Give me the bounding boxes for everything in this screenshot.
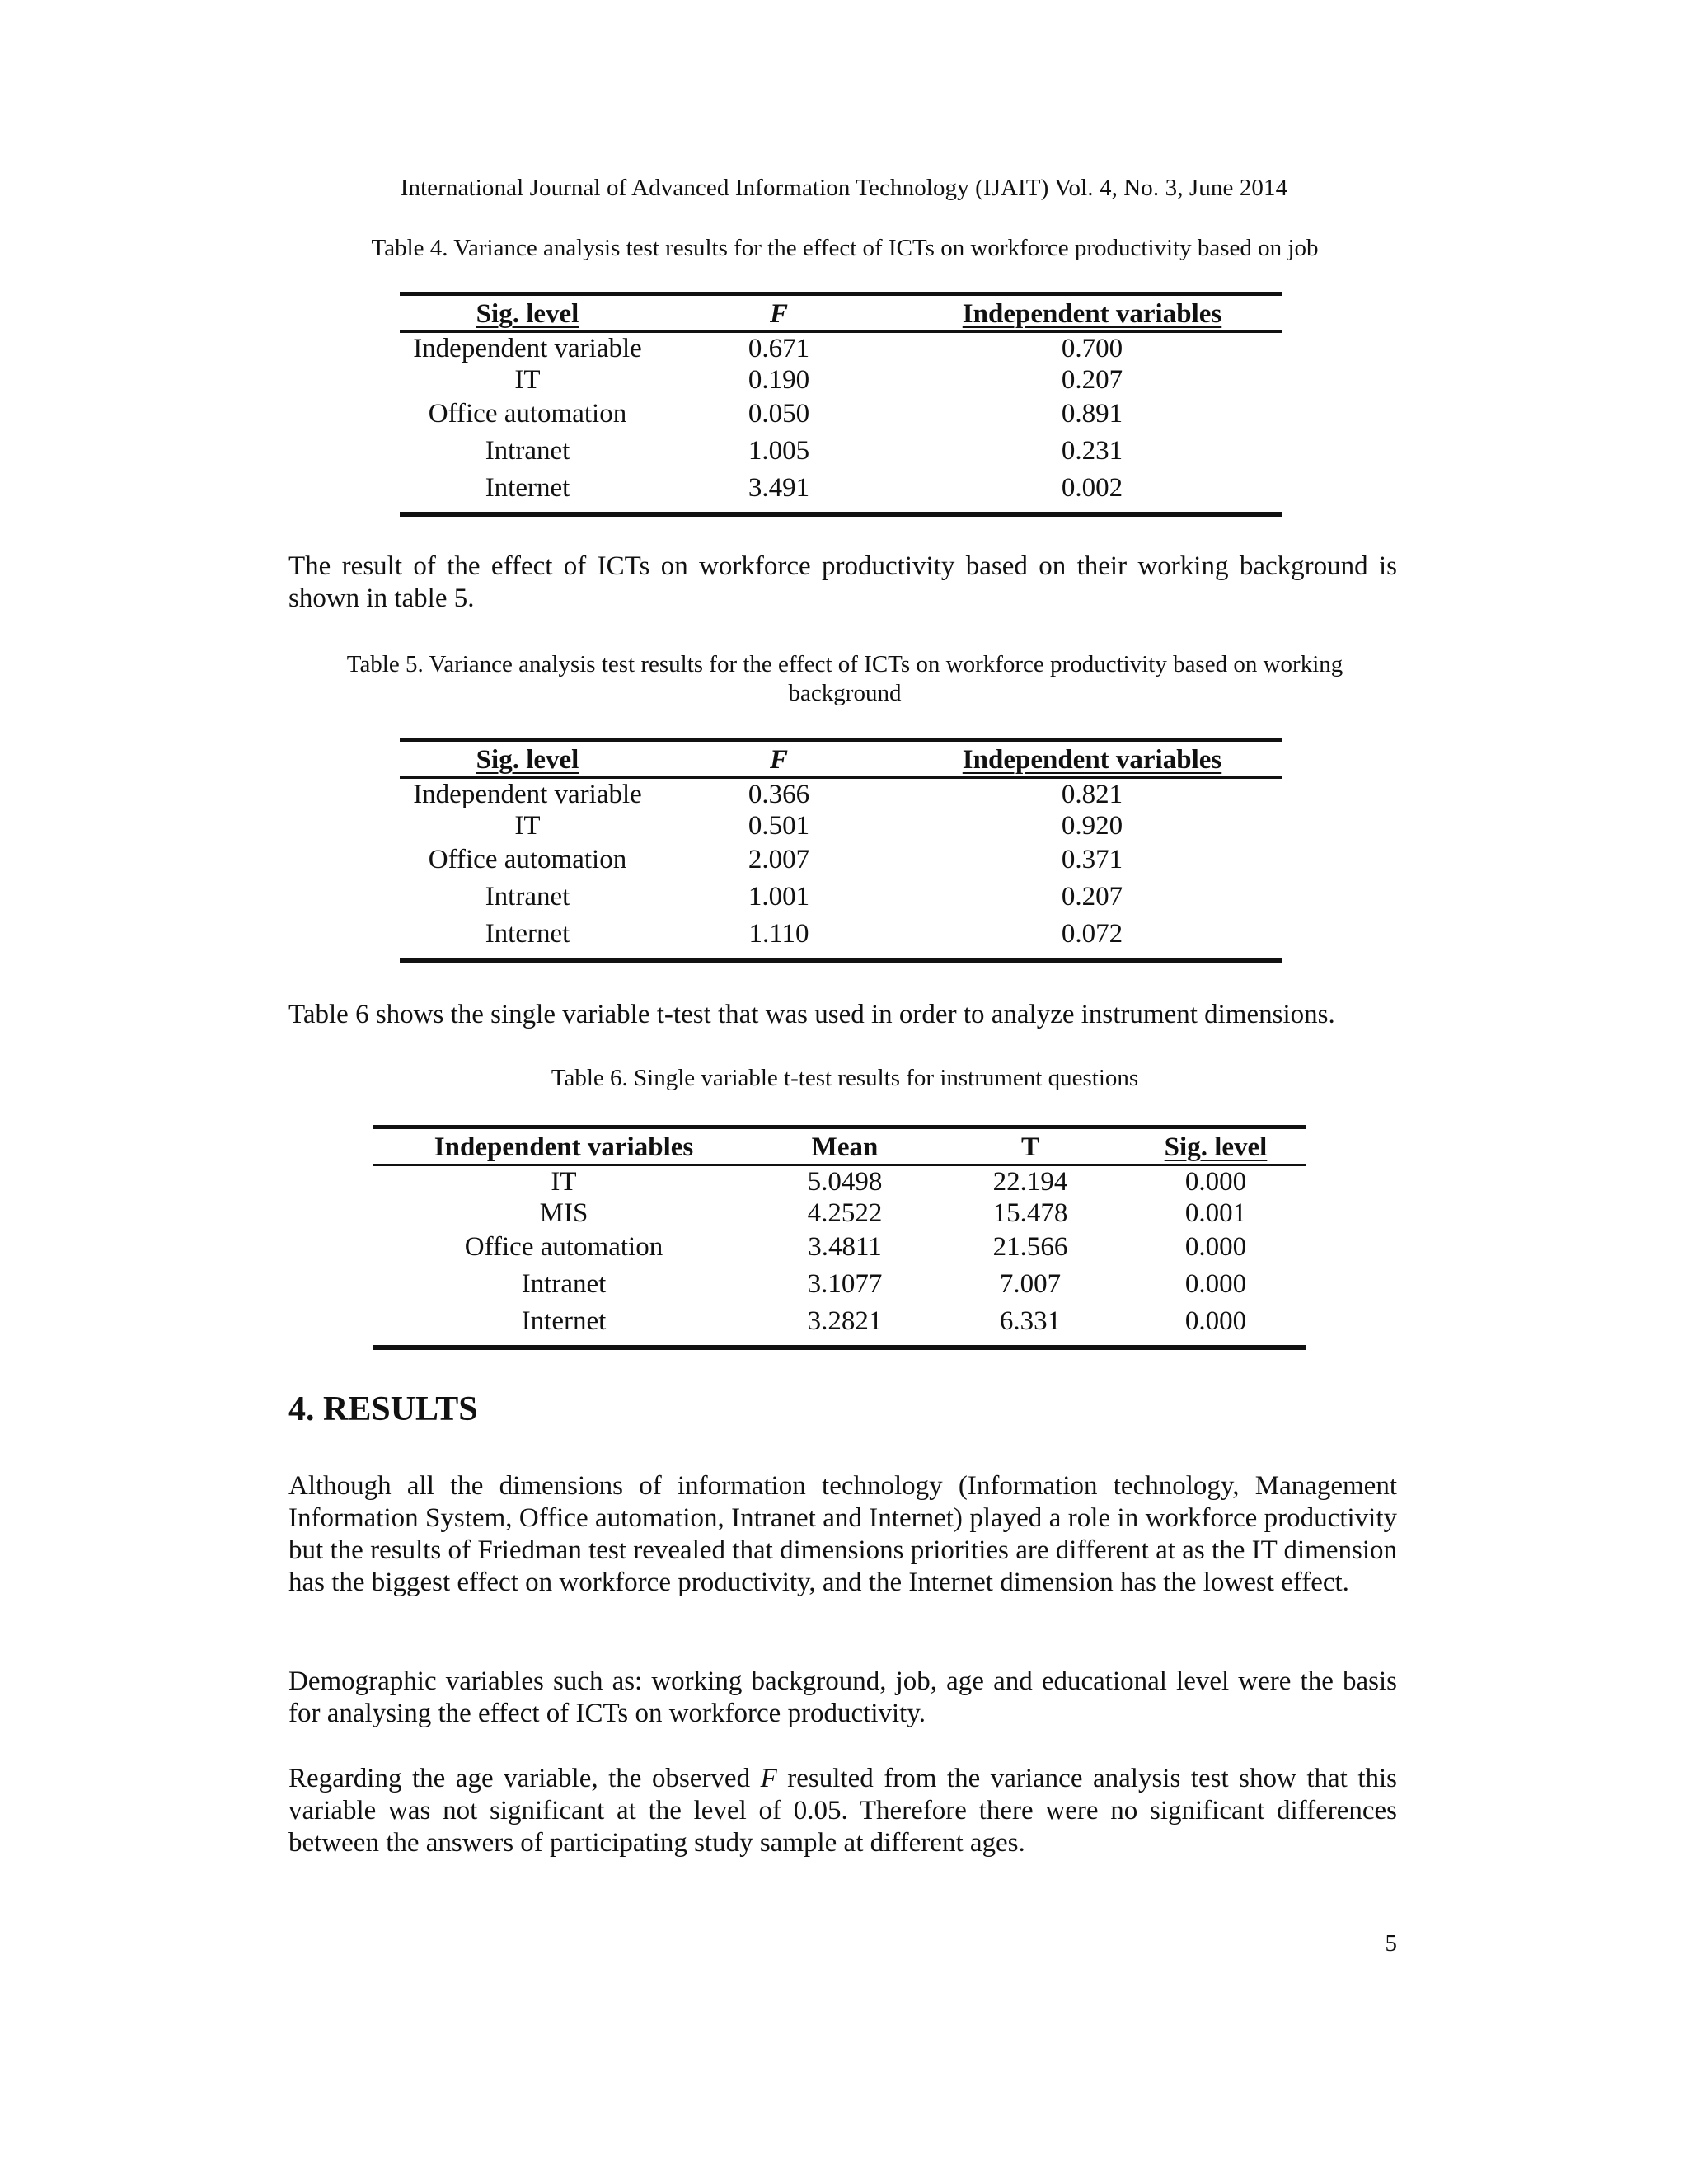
table-row [400,779,1282,810]
table-cell: 0.366 [748,779,810,809]
table-row [373,1303,1306,1340]
table-cell: 0.671 [748,333,810,363]
table-cell: 0.501 [748,810,810,841]
table-cell: 0.821 [1061,779,1123,809]
table-cell: 0.000 [1184,1166,1247,1197]
table-row [400,810,1282,841]
table6-header-mean: Mean [811,1132,879,1162]
table4-header-f: F [769,299,788,329]
table6 [373,1125,1306,1350]
table4-header-sig: Sig. level [476,299,579,329]
table-row [400,333,1282,364]
table-cell: 1.110 [748,919,809,949]
table-cell: 0.920 [1061,810,1123,841]
table-cell: Independent variable [413,333,642,363]
table-cell: Internet [485,473,570,503]
table4-bottom-rule [400,512,1282,517]
table-row [400,841,1282,879]
table-cell: Office automation [464,1232,663,1262]
table-cell: IT [514,810,541,841]
table6-header-sig: Sig. level [1164,1132,1268,1162]
table-cell: 0.700 [1061,333,1123,363]
table-row [373,1229,1306,1266]
body-paragraph: Table 6 shows the single variable t-test that was used in order to analyze instrument dimensions. [288,1000,1335,1029]
table-cell: Intranet [521,1269,607,1299]
table-cell: 7.007 [999,1269,1062,1299]
table-row [400,916,1282,953]
table6-bottom-rule [373,1345,1306,1350]
table6-caption: Table 6. Single variable t-test results for instrument questions [551,1065,1139,1091]
table-cell: 0.000 [1184,1269,1247,1299]
table-cell: 15.478 [992,1197,1068,1228]
table4-header-row [400,296,1282,330]
table-cell: 1.005 [748,436,810,466]
table5-header-sig: Sig. level [476,745,579,775]
table-cell: Intranet [485,882,570,912]
table-cell: 6.331 [999,1306,1062,1336]
table-cell: Internet [521,1306,607,1336]
table-cell: 3.4811 [808,1232,882,1262]
table-row [400,470,1282,507]
table-cell: 3.2821 [807,1306,883,1336]
table-cell: IT [514,364,541,395]
table5-header-row [400,742,1282,776]
table-cell: 0.000 [1184,1306,1247,1336]
p3-text-before: Regarding the age variable, the observed [288,1764,761,1793]
table5 [400,738,1282,963]
results-paragraph-1: Although all the dimensions of information technology (Information technology, Management Information System, Office automation, Intranet and Internet) played a role in workforce productivity but the results of Friedman test revealed that dimensions priorities are different at as the IT dimension has the biggest effect on workforce productivity, and the Internet dimension has the lowest effect. [288,1471,1397,1597]
table-cell: Intranet [485,436,570,466]
table-cell: 0.050 [748,399,810,429]
body-paragraph: The result of the effect of ICTs on workforce productivity based on their working background is shown in table 5. [288,551,1397,613]
table-row [373,1266,1306,1303]
table-cell: 2.007 [748,845,810,874]
table5-caption-line1: Table 5. Variance analysis test results for the effect of ICTs on workforce productivity based on working [346,651,1343,677]
table-cell: 4.2522 [807,1197,883,1228]
table6-header-t: T [1020,1132,1039,1162]
table-cell: 3.491 [748,473,810,503]
table-row [400,396,1282,433]
table-cell: 0.072 [1061,919,1123,949]
table-row [400,433,1282,470]
table-cell: 0.000 [1184,1232,1247,1262]
p3-f-symbol: F [760,1764,777,1793]
table-cell: Office automation [428,845,627,874]
table-cell: 0.190 [748,364,810,395]
table-cell: Independent variable [413,779,642,809]
table-cell: IT [551,1166,577,1197]
table4-caption: Table 4. Variance analysis test results for the effect of ICTs on workforce productivity based on job [371,235,1319,261]
table-cell: Office automation [428,399,627,429]
table-row [400,879,1282,916]
table-cell: 0.891 [1061,399,1123,429]
table6-header-row [373,1129,1306,1164]
table-cell: 0.207 [1061,882,1123,912]
table5-header-f: F [769,745,788,775]
table5-bottom-rule [400,958,1282,963]
p3-text-after: resulted from the variance analysis test show that this variable was not significant at the level of 0.05. Therefore there were no significant differences between the answers of participating study sample at different ages. [288,1764,1397,1858]
table6-header-independent: Independent variables [434,1132,694,1162]
table4 [400,292,1282,517]
table-cell: 1.001 [748,882,810,912]
table5-header-independent: Independent variables [962,745,1222,775]
table-cell: MIS [539,1197,588,1228]
table4-header-independent: Independent variables [962,299,1222,329]
table-cell: 0.371 [1061,845,1123,874]
results-paragraph-2: Demographic variables such as: working background, job, age and educational level were the basis for analysing the effect of ICTs on workforce productivity. [288,1666,1397,1728]
table-cell: Internet [485,919,570,949]
section-heading: 4. RESULTS [288,1390,478,1428]
table-cell: 5.0498 [807,1166,883,1197]
table-row [373,1166,1306,1197]
table-row [373,1197,1306,1229]
table-cell: 0.002 [1061,473,1123,503]
table-cell: 0.001 [1184,1197,1247,1228]
table-row [400,364,1282,396]
table-cell: 3.1077 [807,1269,883,1299]
table-cell: 21.566 [992,1232,1068,1262]
table5-caption-line2: background [788,680,902,706]
journal-header: International Journal of Advanced Information Technology (IJAIT) Vol. 4, No. 3, June 2014 [400,175,1288,201]
table-cell: 0.231 [1061,436,1123,466]
page-number: 5 [1385,1930,1397,1957]
results-paragraph-3 [288,1763,1397,1859]
table-cell: 0.207 [1061,364,1123,395]
table-cell: 22.194 [992,1166,1068,1197]
